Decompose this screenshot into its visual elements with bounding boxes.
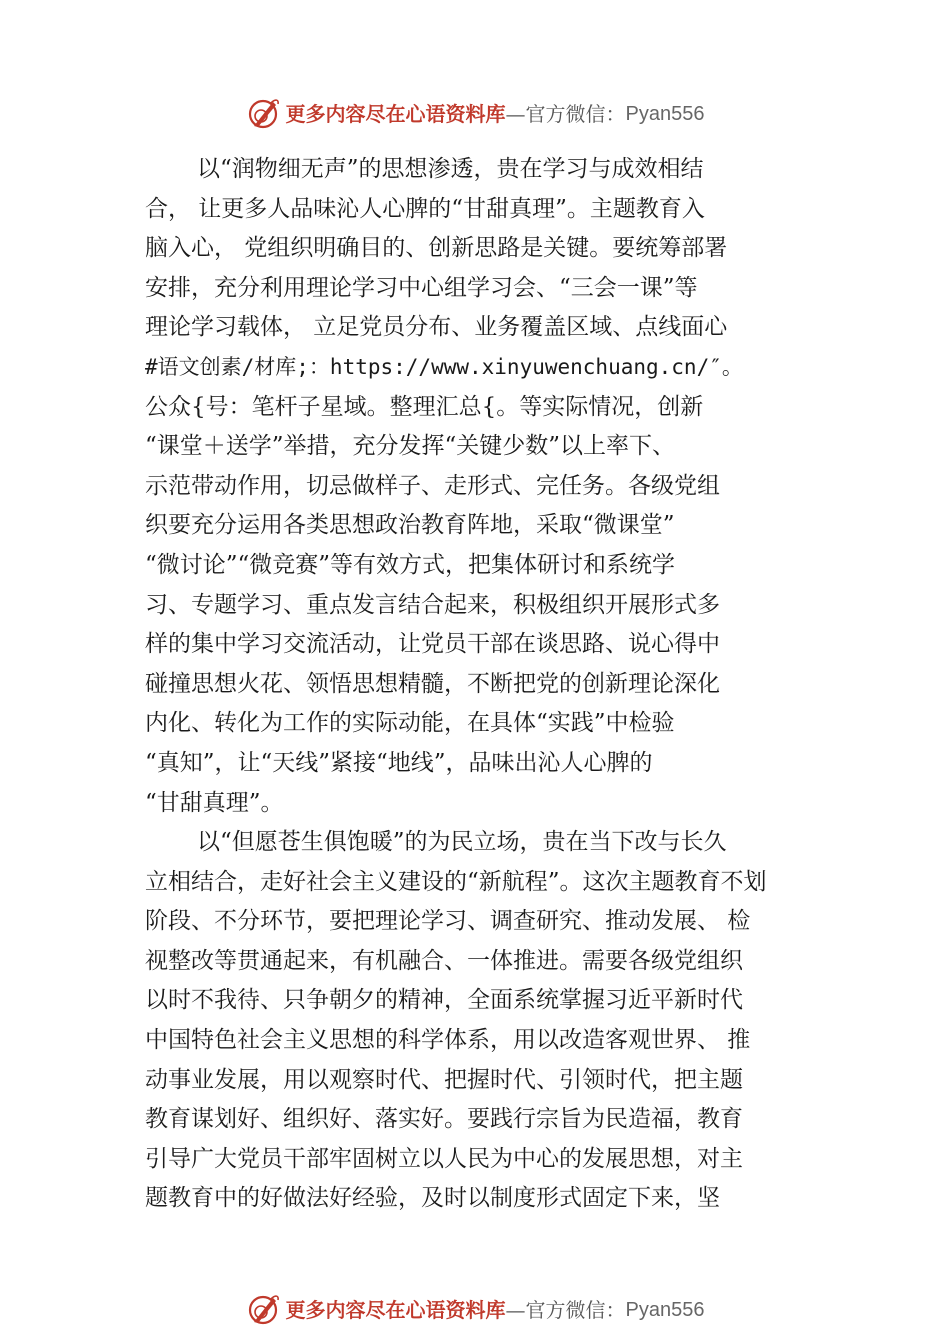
text-line: 立相结合，走好社会主义建设的“新航程”。这次主题教育不划 <box>145 868 767 895</box>
text-line: 示范带动作用，切忌做样子、走形式、完任务。各级党组 <box>145 472 720 499</box>
text-line: 合， 让更多人品味沁人心脾的“甘甜真理”。主题教育入 <box>145 195 705 222</box>
text-line: 教育谋划好、组织好、落实好。要践行宗旨为民造福，教育 <box>145 1106 743 1133</box>
text-line: “课堂＋送学”举措，充分发挥“关键少数”以上率下、 <box>145 433 676 460</box>
text-line: “真知”，让“天线”紧接“地线”，品味出沁人心脾的 <box>145 749 653 776</box>
text-line: “微讨论”“微竞赛”等有效方式，把集体研讨和系统学 <box>145 551 676 578</box>
header-separator: — <box>505 102 526 126</box>
text-line: 安排，充分利用理论学习中心组学习会、“三会一课”等 <box>145 274 698 301</box>
paragraph-2 <box>145 823 815 1219</box>
text-line: 样的集中学习交流活动，让党员干部在谈思路、说心得中 <box>145 631 720 658</box>
text-line: 以“但愿苍生俱饱暖”的为民立场，贵在当下改与长久 <box>197 829 727 856</box>
text-line: 公众{号：笔杆子星域。整理汇总{。等实际情况，创新 <box>145 393 704 420</box>
header-wechat-label: 官方微信： <box>525 102 626 126</box>
quill-pen-logo-icon <box>246 1293 280 1327</box>
text-line: 织要充分运用各类思想政治教育阵地，采取“微课堂” <box>145 512 675 539</box>
footer-wechat-label: 官方微信： <box>525 1298 626 1322</box>
header-site-name: 更多内容尽在心语资料库 <box>285 102 506 126</box>
footer-banner-text <box>286 1300 705 1320</box>
text-line: 引导广大党员干部牢固树立以人民为中心的发展思想，对主 <box>145 1145 743 1172</box>
document-body <box>145 150 815 1219</box>
text-line: 习、专题学习、重点发言结合起来，积极组织开展形式多 <box>145 591 720 618</box>
text-line: 碰撞思想火花、领悟思想精髓，不断把党的创新理论深化 <box>145 670 720 697</box>
text-line: 动事业发展，用以观察时代、把握时代、引领时代，把主题 <box>145 1066 743 1093</box>
header-banner <box>0 94 950 134</box>
quill-pen-logo-icon <box>246 97 280 131</box>
text-line: 题教育中的好做法好经验，及时以制度形式固定下来，坚 <box>145 1185 720 1212</box>
text-line: 以“润物细无声”的思想渗透，贵在学习与成效相结 <box>197 156 704 182</box>
paragraph-1 <box>145 150 815 823</box>
text-line: 中国特色社会主义思想的科学体系，用以改造客观世界、 推 <box>145 1027 751 1054</box>
footer-site-name: 更多内容尽在心语资料库 <box>285 1298 506 1322</box>
text-line: “甘甜真理”。 <box>145 789 284 816</box>
text-line: 视整改等贯通起来，有机融合、一体推进。需要各级党组织 <box>145 947 743 974</box>
text-line: 阶段、不分环节，要把理论学习、调查研究、推动发展、 检 <box>145 908 751 935</box>
text-line: 内化、转化为工作的实际动能，在具体“实践”中检验 <box>145 710 675 737</box>
text-line: 以时不我待、只争朝夕的精神，全面系统掌握习近平新时代 <box>145 987 743 1014</box>
footer-banner <box>0 1290 950 1330</box>
text-line-watermark-url: #语文创素/材库;：https://www.xinyuwenchuang.cn/″。 <box>145 354 743 379</box>
header-wechat-id: Pyan556 <box>625 103 705 125</box>
text-line: 理论学习载体， 立足党员分布、业务覆盖区域、点线面心 <box>145 314 728 341</box>
footer-separator: — <box>505 1298 526 1322</box>
text-line: 脑入心， 党组织明确目的、创新思路是关键。要统筹部署 <box>145 235 728 262</box>
footer-wechat-id: Pyan556 <box>625 1299 705 1321</box>
header-banner-text <box>286 104 705 124</box>
